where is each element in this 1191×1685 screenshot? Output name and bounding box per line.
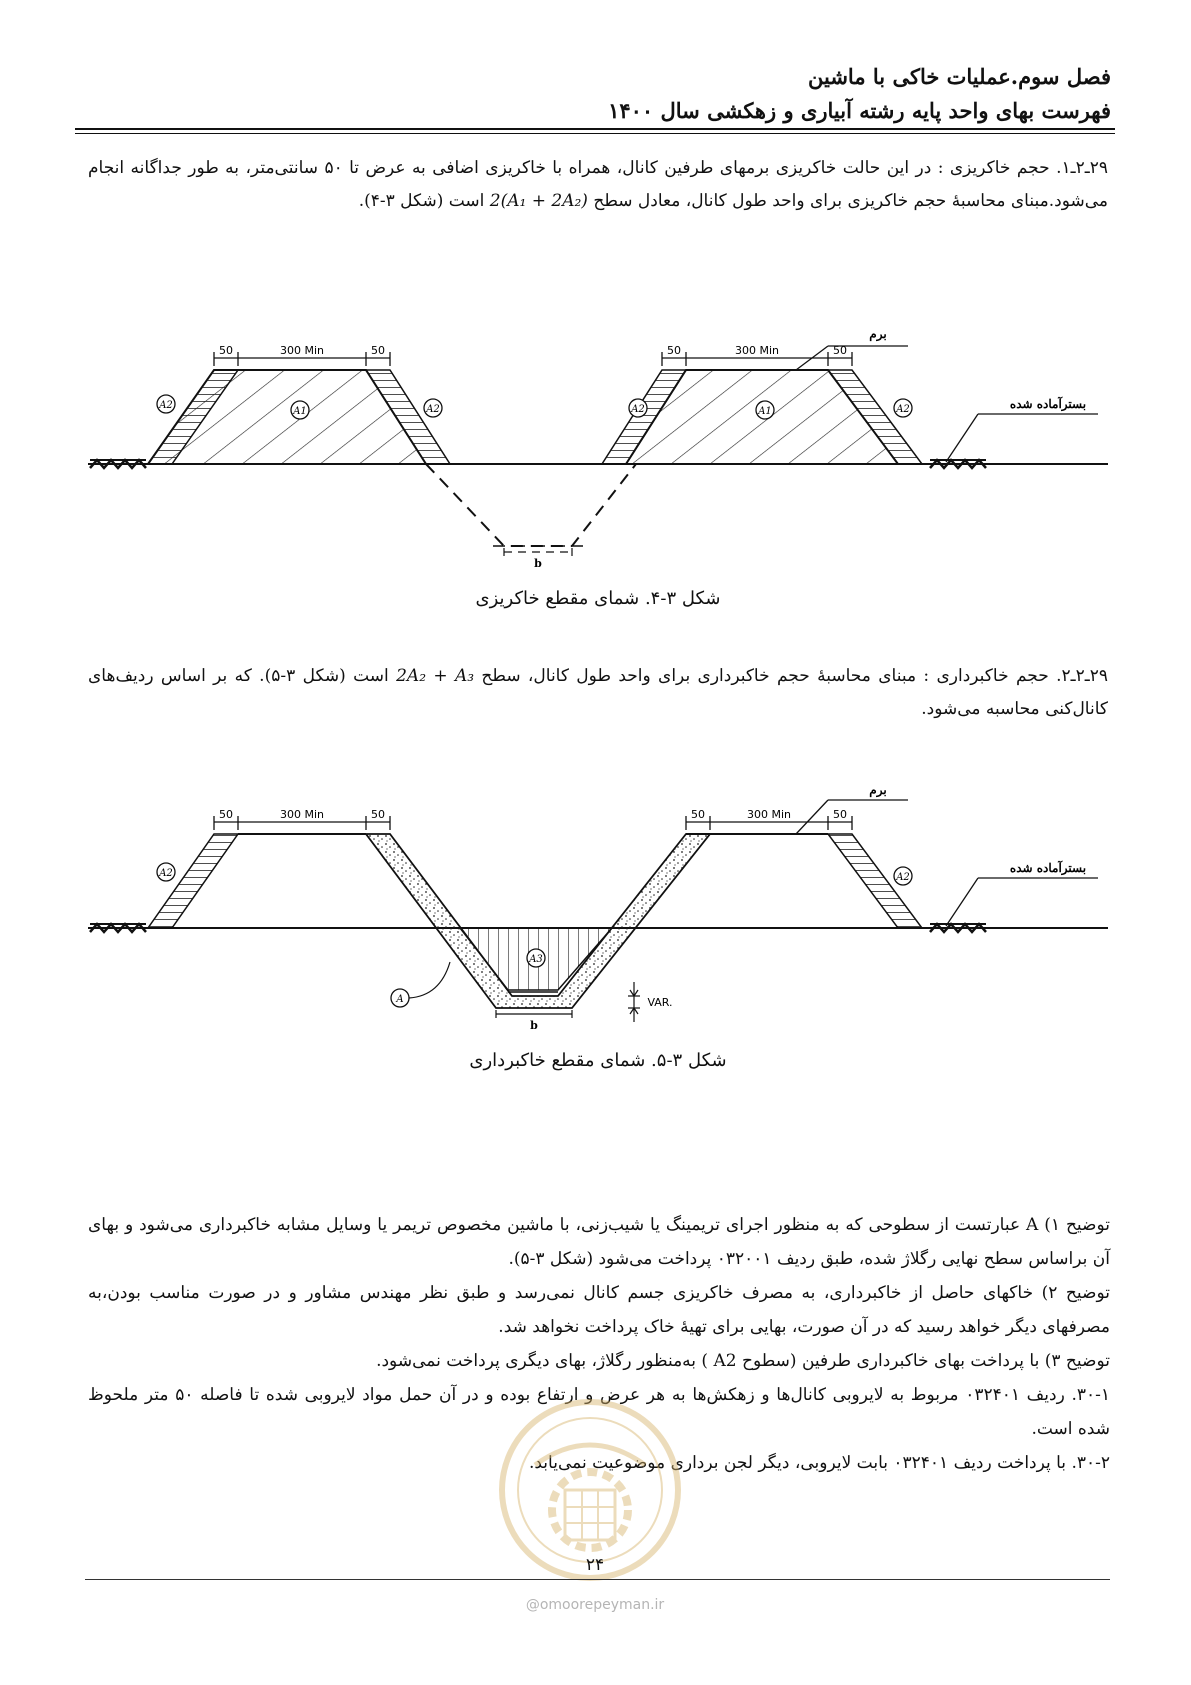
svg-text:A2: A2	[159, 400, 173, 411]
section-excavation-volume	[88, 660, 1108, 726]
dimension-b	[504, 548, 572, 570]
label-A2-left	[157, 863, 175, 881]
figure-embankment-section	[88, 310, 1108, 580]
dim-50-label: 50	[371, 344, 385, 357]
note-1: توضیح ۱) A عبارتست از سطوحی که به منظور اجرای تریمینگ یا شیب‌زنی، با ماشین مخصوص تریمر یا وسایل مشابه خاکبرداری می‌شود و بهای آن براساس سطح نهایی رگلاژ شده، طبق ردیف ۰۳۲۰۰۱ پرداخت می‌شود (شکل ۳-۵).	[88, 1215, 1110, 1269]
label-A2-3	[629, 399, 647, 417]
dimension-right	[686, 808, 852, 830]
area-A2-left	[148, 834, 238, 928]
svg-text:A2: A2	[896, 404, 910, 415]
embankment-diagram	[88, 310, 1108, 580]
section-text: ۲۹ـ۲ـ۱. حجم خاکریزی : در این حالت خاکریزی برمهای طرفین کانال، همراه با خاکریزی اضافی به عرض تا ۵۰ سانتی‌متر، به طور جداگانه انجام می‌شود.مبنای محاسبهٔ حجم خاکریزی برای واحد طول کانال، معادل سطح	[88, 158, 1108, 211]
dimension-b	[496, 1010, 572, 1032]
section-text-end: است (شکل ۳-۵). که بر اساس ردیف‌های کانال‌کنی محاسبه می‌شود.	[88, 666, 1108, 719]
dim-50-label: 50	[667, 344, 681, 357]
price-list-title: فهرست بهای واحد پایه رشته آبیاری و زهکشی سال ۱۴۰۰	[608, 98, 1111, 123]
dim-300-label: 300 Min	[746, 808, 792, 821]
dimension-left	[214, 344, 390, 366]
page-header	[71, 60, 1111, 128]
formula: 2A₂ + A₃	[396, 666, 475, 686]
label-A1-1	[291, 401, 309, 419]
figure-excavation-section	[88, 786, 1108, 1046]
item-30-1: ۳۰-۱. ردیف ۰۳۲۴۰۱ مربوط به لایروبی کانال‌ها و زهکش‌ها به هر عرض و ارتفاع بوده و در آن حمل مواد لایروبی شده تا فاصله ۵۰ متر ملحوظ شده است.	[88, 1385, 1110, 1439]
svg-text:b: b	[534, 557, 542, 570]
prepared-bed-callout	[946, 859, 1098, 926]
label-A2-1	[157, 395, 175, 413]
dim-50-label: 50	[833, 808, 847, 821]
svg-text:A2: A2	[631, 404, 645, 415]
item-30-2: ۳۰-۲. با پرداخت ردیف ۰۳۲۴۰۱ بابت لایروبی، دیگر لجن برداری موضوعیت نمی‌یابد.	[528, 1453, 1110, 1473]
dimension-left	[214, 808, 390, 830]
canal-dashed-outline	[426, 464, 636, 546]
berm-label: برم	[869, 786, 887, 797]
var-label: VAR.	[647, 996, 673, 1009]
header-rule-thin	[75, 133, 1115, 134]
dim-300-label: 300 Min	[279, 808, 325, 821]
label-A2-4	[894, 399, 912, 417]
site-watermark: @omoorepeyman.ir	[525, 1597, 665, 1613]
label-A	[391, 962, 450, 1007]
footer-rule	[85, 1579, 1110, 1580]
prepared-bed-label: بسترآماده شده	[1009, 397, 1087, 411]
svg-text:A2: A2	[896, 872, 910, 883]
dim-50-label: 50	[833, 344, 847, 357]
label-A2-right	[894, 867, 912, 885]
section-embankment-volume	[88, 152, 1108, 218]
note-2: توضیح ۲) خاکهای حاصل از خاکبرداری، به مصرف خاکریزی جسم کانال نمی‌رسد و طبق نظر مهندس مشاور و در صورت مناسب بودن،به مصرفهای دیگر خواهد رسید که در آن صورت، بهایی برای تهیهٔ خاک پرداخت نخواهد شد.	[88, 1283, 1110, 1337]
formula: 2(A₁ + 2A₂)	[489, 191, 588, 211]
prepared-bed-label: بسترآماده شده	[1009, 861, 1087, 875]
prepared-bed-callout	[946, 395, 1098, 462]
dim-50-label: 50	[371, 808, 385, 821]
figure-caption: شکل ۳-۴. شمای مقطع خاکریزی	[475, 588, 721, 609]
dim-50-label: 50	[219, 344, 233, 357]
section-text: ۲۹ـ۲ـ۲. حجم خاکبرداری : مبنای محاسبهٔ حجم خاکبرداری برای واحد طول کانال، سطح	[481, 666, 1109, 686]
label-A3	[527, 949, 545, 967]
svg-text:A2: A2	[159, 868, 173, 879]
svg-text:A1: A1	[758, 406, 772, 417]
header-rule	[75, 128, 1115, 130]
chapter-title: فصل سوم.عملیات خاکی با ماشین	[808, 64, 1111, 89]
page-number: ۲۴	[585, 1555, 605, 1575]
label-A2-2	[424, 399, 442, 417]
excavation-diagram	[88, 786, 1108, 1046]
berm-label: برم	[869, 327, 887, 341]
svg-text:b: b	[530, 1019, 538, 1032]
var-dimension	[628, 982, 673, 1022]
dim-50-label: 50	[691, 808, 705, 821]
svg-text:A1: A1	[293, 406, 307, 417]
section-text-end: است (شکل ۳-۴).	[358, 191, 485, 211]
dim-50-label: 50	[219, 808, 233, 821]
svg-text:A: A	[396, 994, 404, 1005]
svg-text:A3: A3	[529, 954, 543, 965]
label-A1-2	[756, 401, 774, 419]
dimension-right	[662, 344, 852, 366]
svg-text:A2: A2	[426, 404, 440, 415]
note-3: توضیح ۳) با پرداخت بهای خاکبرداری طرفین (سطوح A2 ) به‌منظور رگلاژ، بهای دیگری پرداخت نمی‌شود.	[376, 1351, 1110, 1371]
dim-300-label: 300 Min	[734, 344, 780, 357]
dim-300-label: 300 Min	[279, 344, 325, 357]
figure-caption: شکل ۳-۵. شمای مقطع خاکبرداری	[469, 1050, 727, 1071]
